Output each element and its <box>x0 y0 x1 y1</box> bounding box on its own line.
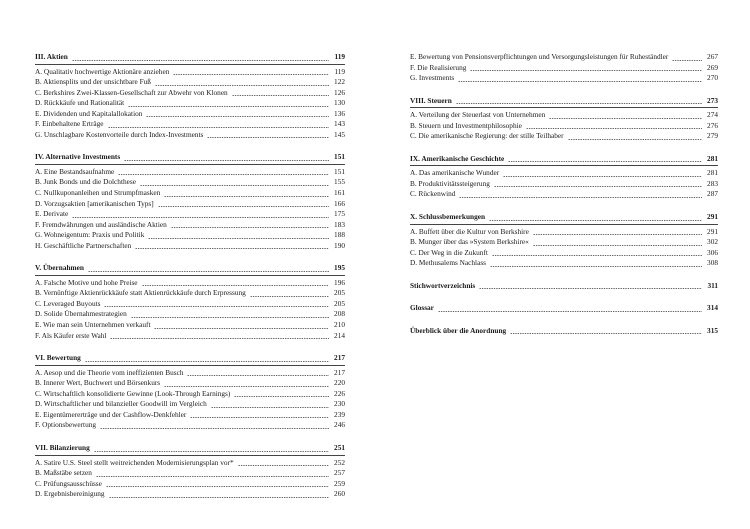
toc-heading: VIII. Steuern 273 <box>410 95 718 105</box>
toc-entry: B. Produktivitätssteigerung 283 <box>410 178 718 188</box>
toc-entry: B. Munger über das »System Berkshire« 302 <box>410 237 718 247</box>
toc-entry: D. Methusalems Nachlass 308 <box>410 258 718 268</box>
toc-entry: A. Verteilung der Steuerlast von Unternehmen 274 <box>410 110 718 120</box>
toc-heading: Stichwortverzeichnis 311 <box>410 280 718 290</box>
toc-entry: E. Wie man sein Unternehmen verkauft 210 <box>35 320 345 330</box>
toc-section-vii-continued <box>410 52 718 84</box>
toc-entry: F. Einbehaltene Erträge 143 <box>35 119 345 129</box>
left-page <box>35 52 345 512</box>
section-divider <box>410 107 718 108</box>
toc-section-viii <box>410 96 718 142</box>
toc-section-vi <box>35 353 345 431</box>
toc-heading: III. Aktien 119 <box>35 52 345 61</box>
toc-section-iii <box>35 52 345 140</box>
toc-entry: E. Bewertung von Pensionsverpflichtungen und Versorgungsleistungen für Ruheständler 267 <box>410 52 718 61</box>
section-divider <box>410 165 718 166</box>
section-divider <box>410 224 718 225</box>
toc-entry: F. Die Realisierung 269 <box>410 62 718 72</box>
toc-entry: C. Leveraged Buyouts 205 <box>35 298 345 308</box>
toc-entry: C. Berkshires Zwei-Klassen-Gesellschaft zur Abwehr von Klonen 126 <box>35 87 345 97</box>
toc-entry: A. Buffett über die Kultur von Berkshire 291 <box>410 226 718 236</box>
toc-section-iv <box>35 152 345 251</box>
toc-entry: D. Rückkäufe und Rationalität 130 <box>35 98 345 108</box>
toc-heading: VII. Bilanzierung 251 <box>35 442 345 452</box>
toc-entry: B. Junk Bonds und die Dolchthese 155 <box>35 177 345 187</box>
toc-heading: IX. Amerikanische Geschichte 281 <box>410 153 718 163</box>
toc-entry: B. Maßstäbe setzen 257 <box>35 468 345 478</box>
toc-entry: C. Nullkuponanleihen und Strumpfmasken 161 <box>35 188 345 198</box>
toc-index <box>410 281 718 292</box>
toc-entry: F. Fremdwährungen und ausländische Aktien 183 <box>35 219 345 229</box>
toc-heading: Überblick über die Anordnung 315 <box>410 325 718 335</box>
toc-entry: D. Ergebnisbereinigung 260 <box>35 489 345 499</box>
toc-entry: E. Eigentümererträge und der Cashflow-Denkfehler 239 <box>35 409 345 419</box>
toc-entry: C. Die amerikanische Regierung: der stille Teilhaber 279 <box>410 131 718 141</box>
section-divider <box>35 164 345 165</box>
toc-entry: F. Optionsbewertung 246 <box>35 420 345 430</box>
toc-entry: B. Vernünftige Aktienrückkäufe statt Aktienrückkäufe durch Erpressung 205 <box>35 288 345 298</box>
toc-entry: G. Unschlagbare Kostenvorteile durch Index-Investments 145 <box>35 129 345 139</box>
toc-entry: B. Aktiensplits und der unsichtbare Fuß 122 <box>35 77 345 87</box>
toc-entry: D. Solide Übernahmestrategien 208 <box>35 309 345 319</box>
section-divider <box>35 455 345 456</box>
toc-entry: E. Dividenden und Kapitalallokation 136 <box>35 108 345 118</box>
toc-entry: D. Wirtschaftlicher und bilanzieller Goodwill im Vergleich 230 <box>35 399 345 409</box>
toc-entry: A. Satire U.S. Steel stellt weitreichenden Modernisierungsplan vor* 252 <box>35 457 345 467</box>
toc-glossary <box>410 303 718 314</box>
toc-entry: A. Aesop und die Theorie vom ineffizienten Busch 217 <box>35 367 345 377</box>
toc-entry: B. Steuern und Investmentphilosophie 276 <box>410 120 718 130</box>
toc-heading: IV. Alternative Investments 151 <box>35 152 345 162</box>
toc-entry: A. Das amerikanische Wunder 281 <box>410 168 718 178</box>
toc-entry: C. Wirtschaftlich konsolidierte Gewinne (Look-Through Earnings) 226 <box>35 388 345 398</box>
toc-entry: A. Falsche Motive und hohe Preise 196 <box>35 277 345 287</box>
toc-entry: D. Vorzugsaktien [amerikanischen Typs] 166 <box>35 198 345 208</box>
toc-entry: H. Geschäftliche Partnerschaften 190 <box>35 240 345 250</box>
toc-heading: X. Schlussbemerkungen 291 <box>410 212 718 222</box>
toc-entry: G. Wohneigentum: Praxis und Politik 188 <box>35 230 345 240</box>
toc-section-vii <box>35 443 345 500</box>
toc-heading: Glossar 314 <box>410 303 718 313</box>
right-page <box>410 52 718 348</box>
toc-section-ix <box>410 154 718 200</box>
toc-entry: B. Innerer Wert, Buchwert und Börsenkurs 220 <box>35 378 345 388</box>
toc-entry: C. Rückenwind 287 <box>410 189 718 199</box>
toc-entry: A. Qualitativ hochwertige Aktionäre anziehen 119 <box>35 66 345 76</box>
toc-section-x <box>410 212 718 269</box>
toc-section-v <box>35 263 345 341</box>
toc-entry: E. Derivate 175 <box>35 209 345 219</box>
toc-entry: C. Prüfungsausschüsse 259 <box>35 478 345 488</box>
toc-heading: V. Übernahmen 195 <box>35 263 345 273</box>
section-divider <box>35 64 345 65</box>
toc-heading: VI. Bewertung 217 <box>35 353 345 363</box>
section-divider <box>35 365 345 366</box>
toc-entry: G. Investments 270 <box>410 73 718 83</box>
toc-entry: F. Als Käufer erste Wahl 214 <box>35 330 345 340</box>
section-divider <box>35 275 345 276</box>
toc-entry: A. Eine Bestandsaufnahme 151 <box>35 166 345 176</box>
toc-overview <box>410 326 718 337</box>
toc-entry: C. Der Weg in die Zukunft 306 <box>410 247 718 257</box>
